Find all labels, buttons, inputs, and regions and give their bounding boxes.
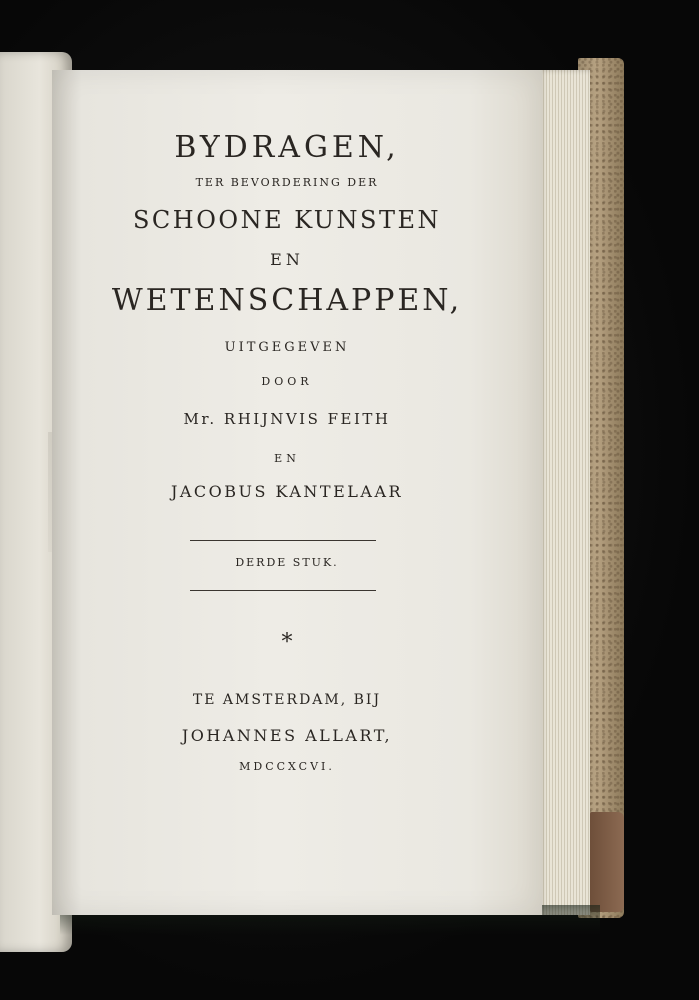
title-page [52, 70, 542, 915]
subtitle-line-3: WETENSCHAPPEN, [111, 283, 463, 318]
subtitle-line-2: SCHOONE KUNSTEN [132, 206, 441, 234]
divider-rule-bottom [190, 590, 376, 591]
book-title: BYDRAGEN, [174, 130, 400, 165]
imprint-year: MDCCXCVI. [239, 760, 335, 773]
by-line: DOOR [261, 375, 313, 388]
subtitle-line-1: TER BEVORDERING DER [195, 176, 379, 189]
published-line: UITGEGEVEN [224, 340, 350, 355]
conjunction-line-1: EN [270, 250, 304, 269]
conjunction-line-2: EN [274, 452, 300, 465]
imprint-place: TE AMSTERDAM, BIJ [192, 692, 382, 708]
author-2: JACOBUS KANTELAAR [170, 482, 404, 501]
page-edges [538, 70, 590, 915]
author-1: Mr. RHIJNVIS FEITH [183, 410, 391, 428]
leather-corner [590, 812, 624, 912]
imprint-publisher: JOHANNES ALLART, [181, 726, 393, 745]
asterisk-ornament: * [281, 630, 293, 655]
part-label: DERDE STUK. [235, 556, 339, 569]
divider-rule-top [190, 540, 376, 541]
